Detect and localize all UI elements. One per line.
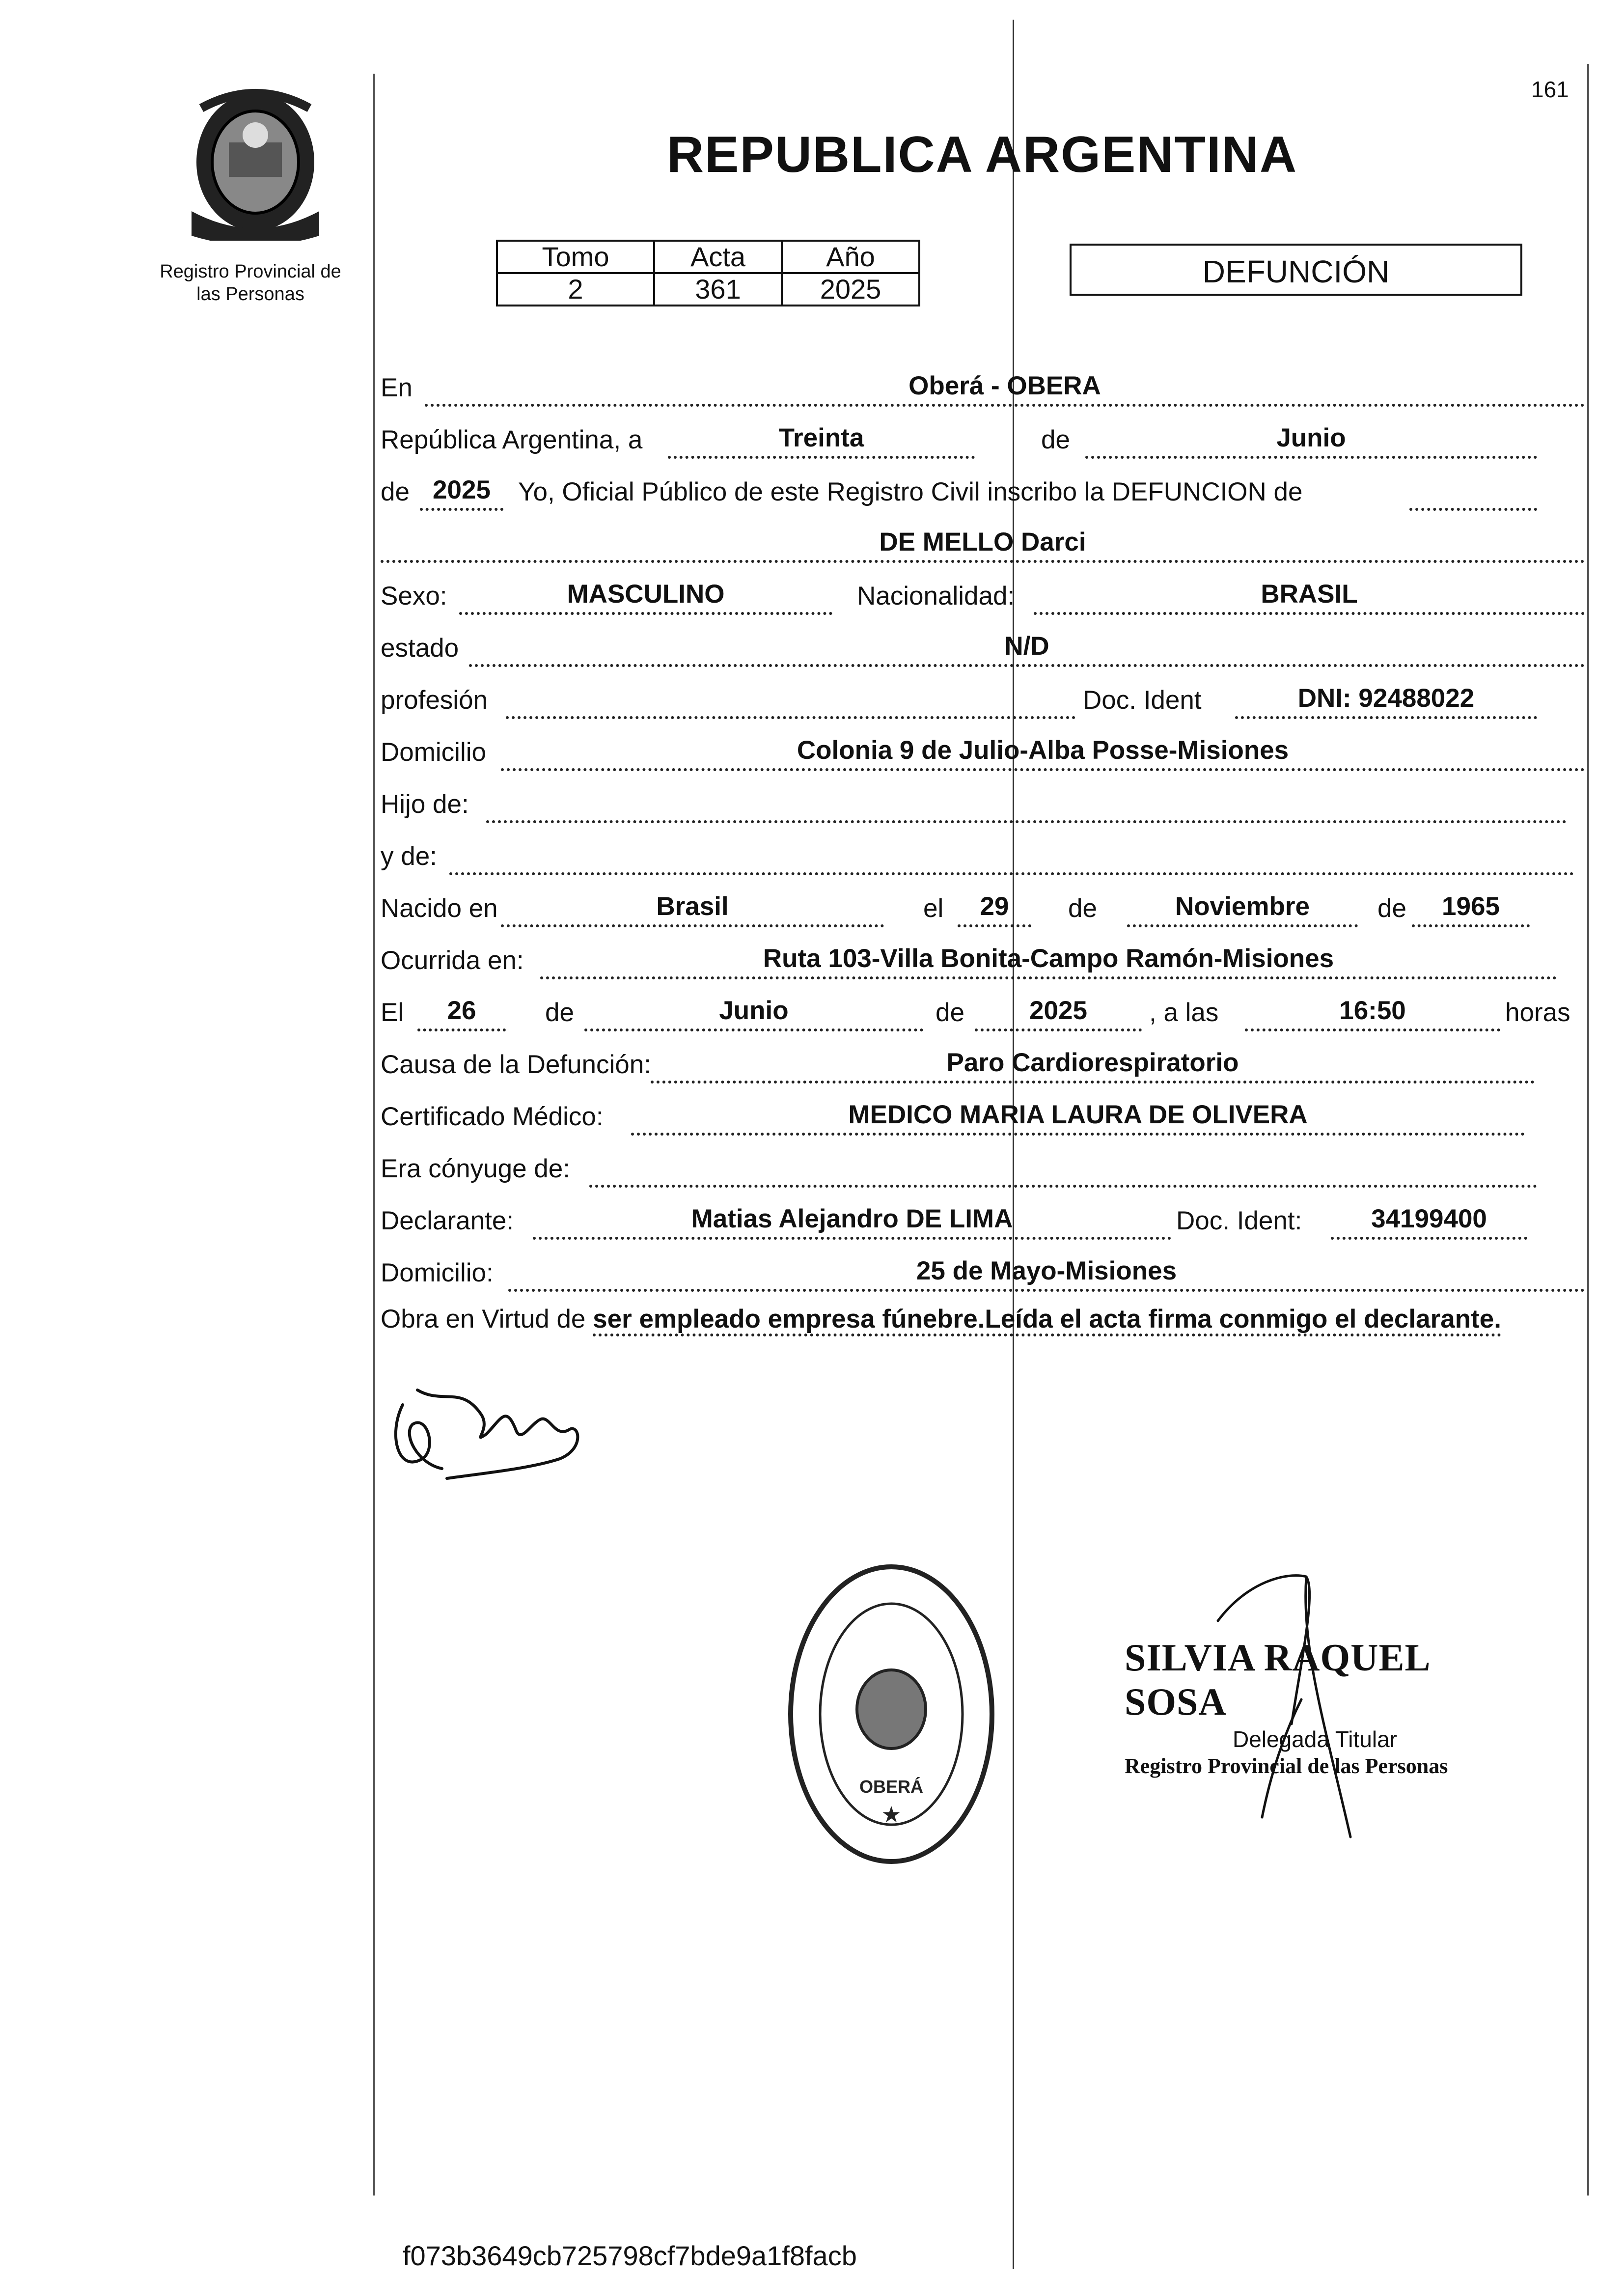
horas-label: horas	[1505, 998, 1570, 1027]
right-margin-line	[1587, 64, 1589, 2196]
logo-caption: Registro Provincial de las Personas	[160, 261, 341, 305]
de-label: de	[1041, 425, 1070, 454]
profesion-field	[506, 685, 1075, 719]
declarant-signature-icon	[383, 1375, 589, 1483]
estado-label: estado	[381, 634, 459, 663]
def-hora-field: 16:50	[1245, 997, 1500, 1031]
nacido-de-label: de	[1068, 894, 1097, 923]
svg-text:★: ★	[881, 1801, 902, 1828]
year-field: 2025	[420, 476, 503, 511]
official-signature-block	[1125, 1636, 1517, 1779]
row-declarante	[381, 1205, 1585, 1240]
row-causa	[381, 1049, 1585, 1084]
tomo-value: 2	[497, 273, 654, 306]
hijo-label: Hijo de:	[381, 790, 469, 819]
obra-paragraph	[381, 1297, 1585, 1342]
def-de-label: de	[545, 998, 574, 1027]
declarante-domicilio-field: 25 de Mayo-Misiones	[508, 1257, 1585, 1292]
domicilio-label: Domicilio	[381, 738, 486, 767]
sexo-label: Sexo:	[381, 582, 447, 611]
causa-label: Causa de la Defunción:	[381, 1050, 651, 1079]
row-estado	[381, 633, 1585, 667]
day-words-field: Treinta	[668, 424, 975, 459]
anio-header: Año	[782, 241, 919, 273]
provincia-misiones-emblem-icon	[182, 88, 329, 241]
def-mes-field: Junio	[584, 997, 923, 1031]
row-domicilio	[381, 737, 1585, 771]
el-cap-label: El	[381, 998, 404, 1027]
oficial-text: Yo, Oficial Público de este Registro Civil inscribo la DEFUNCION de	[518, 477, 1303, 506]
nacido-label: Nacido en	[381, 894, 498, 923]
en-label: En	[381, 373, 413, 402]
acta-header: Acta	[654, 241, 782, 273]
oficial-blank-field	[1409, 476, 1537, 511]
row-yde	[381, 841, 1585, 875]
certificado-field: MEDICO MARIA LAURA DE OLIVERA	[631, 1101, 1525, 1136]
alas-label: , a las	[1149, 998, 1219, 1027]
sexo-field: MASCULINO	[459, 581, 832, 615]
seal-city: OBERÁ	[859, 1777, 924, 1797]
fold-line	[1013, 20, 1014, 2269]
tomo-header: Tomo	[497, 241, 654, 273]
def-dia-field: 26	[417, 997, 506, 1031]
hijo-field	[486, 789, 1567, 823]
nacido-dia-field: 29	[958, 893, 1031, 927]
obra-text: ser empleado empresa fúnebre.Leída el acta firma conmigo el declarante.	[593, 1305, 1501, 1336]
nacido-mes-field: Noviembre	[1127, 893, 1358, 927]
document-hash: f073b3649cb725798cf7bde9a1f8facb	[403, 2240, 857, 2271]
registry-table	[496, 240, 920, 306]
domicilio-field: Colonia 9 de Julio-Alba Posse-Misiones	[501, 737, 1585, 771]
yde-label: y de:	[381, 842, 437, 871]
row-oficial	[381, 476, 1585, 511]
row-hijo	[381, 789, 1585, 823]
registry-seal-icon	[786, 1562, 997, 1866]
profesion-label: profesión	[381, 686, 488, 715]
declarante-doc-field: 34199400	[1331, 1205, 1527, 1240]
causa-field: Paro Cardiorespiratorio	[651, 1049, 1535, 1084]
nacido-de2-label: de	[1377, 894, 1406, 923]
official-name: SILVIA RAQUEL SOSA	[1125, 1636, 1429, 1723]
row-ocurrida	[381, 945, 1585, 979]
row-certificado	[381, 1101, 1585, 1136]
de-year-label: de	[381, 477, 410, 506]
official-organization: Registro Provincial de las Personas	[1125, 1754, 1448, 1778]
yde-field	[449, 841, 1574, 875]
nacido-anio-field: 1965	[1412, 893, 1530, 927]
row-conyuge	[381, 1153, 1585, 1188]
nacionalidad-label: Nacionalidad:	[857, 582, 1015, 611]
declarante-field: Matias Alejandro DE LIMA	[533, 1205, 1171, 1240]
row-en	[381, 372, 1585, 407]
row-sexo	[381, 581, 1585, 615]
document-type-box: DEFUNCIÓN	[1070, 244, 1522, 296]
conyuge-field	[589, 1153, 1537, 1188]
acta-value: 361	[654, 273, 782, 306]
certificado-label: Certificado Médico:	[381, 1102, 604, 1131]
declarante-label: Declarante:	[381, 1206, 514, 1235]
row-nacido	[381, 893, 1585, 927]
doc-ident2-label: Doc. Ident:	[1176, 1206, 1302, 1235]
row-date	[381, 424, 1585, 459]
page-number: 161	[1531, 77, 1569, 102]
ocurrida-label: Ocurrida en:	[381, 946, 524, 975]
doc-ident-label: Doc. Ident	[1083, 686, 1202, 715]
estado-field: N/D	[469, 633, 1585, 667]
conyuge-label: Era cónyuge de:	[381, 1154, 570, 1183]
row-fecha-defuncion	[381, 997, 1585, 1031]
anio-value: 2025	[782, 273, 919, 306]
row-profesion	[381, 685, 1585, 719]
republica-label: República Argentina, a	[381, 425, 643, 454]
place-field: Oberá - OBERA	[425, 372, 1585, 407]
page-title: REPUBLICA ARGENTINA	[667, 126, 1298, 183]
def-de2-label: de	[936, 998, 964, 1027]
deceased-name-field: DE MELLO Darci	[381, 528, 1585, 563]
left-margin-line	[373, 74, 375, 2196]
row-deceased-name	[381, 528, 1585, 563]
doc-ident-field: DNI: 92488022	[1235, 685, 1537, 719]
obra-label: Obra en Virtud de	[381, 1305, 586, 1334]
row-declarante-domicilio	[381, 1257, 1585, 1292]
domicilio2-label: Domicilio:	[381, 1258, 494, 1287]
nacionalidad-field: BRASIL	[1034, 581, 1585, 615]
def-anio-field: 2025	[975, 997, 1142, 1031]
el-label: el	[923, 894, 944, 923]
nacido-lugar-field: Brasil	[501, 893, 884, 927]
official-role: Delegada Titular	[1233, 1726, 1397, 1752]
month-field: Junio	[1085, 424, 1537, 459]
ocurrida-field: Ruta 103-Villa Bonita-Campo Ramón-Misiones	[540, 945, 1557, 979]
